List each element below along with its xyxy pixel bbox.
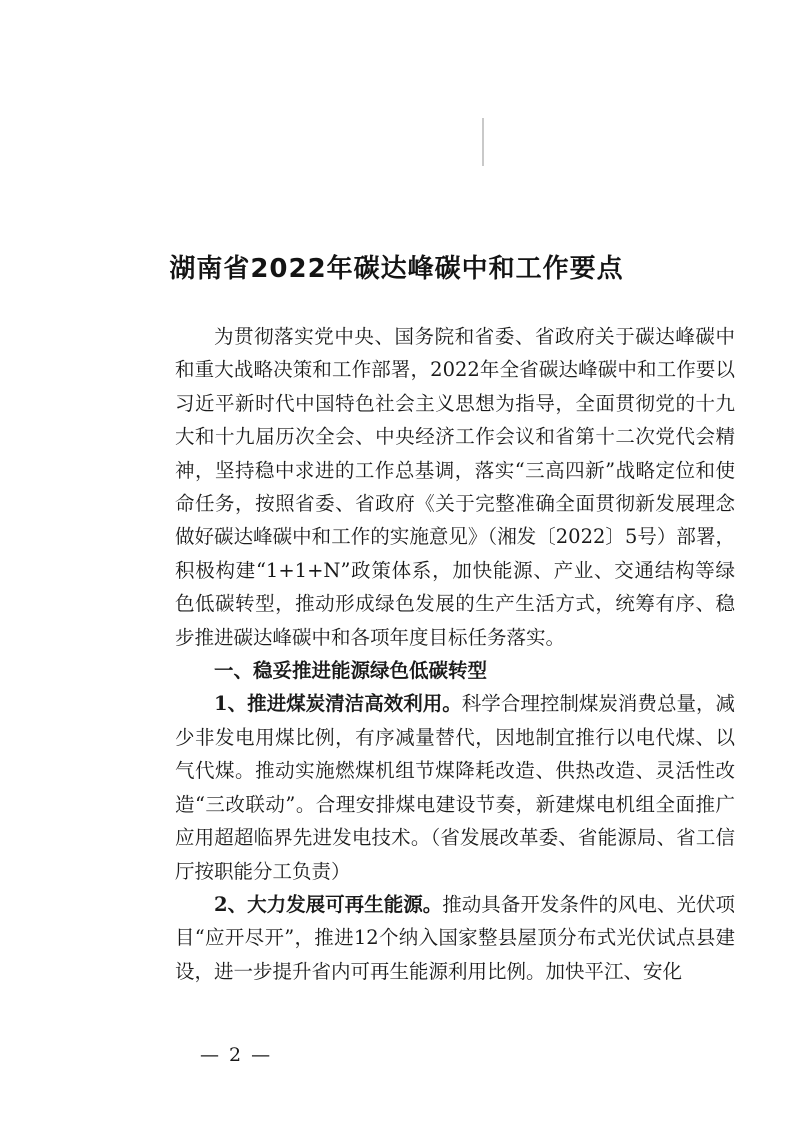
intro-paragraph: 为贯彻落实党中央、国务院和省委、省政府关于碳达峰碳中和重大战略决策和工作部署，2022年全省碳达峰碳中和工作要以习近平新时代中国特色社会主义思想为指导，全面贯彻党的十九大和十九届历次全会、中央经济工作会议和省第十二次党代会精神，坚持稳中求进的工作总基调，落实“三高四新”战略定位和使命任务，按照省委、省政府《关于完整准确全面贯彻新发展理念做好碳达峰碳中和工作的实施意见》（湘发〔2022〕5号）部署，积极构建“1+1+N”政策体系，加快能源、产业、交通结构等绿色低碳转型，推动形成绿色发展的生产生活方式，统筹有序、稳步推进碳达峰碳中和各项年度目标任务落实。	[175, 325, 735, 649]
item-text-1: 科学合理控制煤炭消费总量，减少非发电用煤比例，有序减量替代，因地制宜推行以电代煤、以气代煤。推动实施燃煤机组节煤降耗改造、供热改造、灵活性改造“三改联动”。合理安排煤电建设节奏，新建煤电机组全面推广应用超超临界先进发电技术。（省发展改革委、省能源局、省工信厅按职能分工负责）	[175, 692, 735, 883]
document-title: 湖南省2022年碳达峰碳中和工作要点	[169, 254, 624, 284]
item-lead-1: 1、推进煤炭清洁高效利用。	[214, 692, 462, 716]
scan-margin-mark	[482, 118, 484, 166]
item-text-2: 推动具备开发条件的风电、光伏项目“应开尽开”，推进12个纳入国家整县屋顶分布式光伏试点县建设，进一步提升省内可再生能源利用比例。加快平江、安化	[175, 892, 735, 983]
item-lead-2: 2、大力发展可再生能源。	[214, 892, 443, 916]
document-body	[175, 320, 735, 988]
page-number: — 2 —	[200, 1044, 273, 1066]
item-paragraph-1	[175, 687, 735, 887]
section-heading-1: 一、稳妥推进能源绿色低碳转型	[214, 659, 488, 683]
item-paragraph-2	[175, 888, 735, 988]
